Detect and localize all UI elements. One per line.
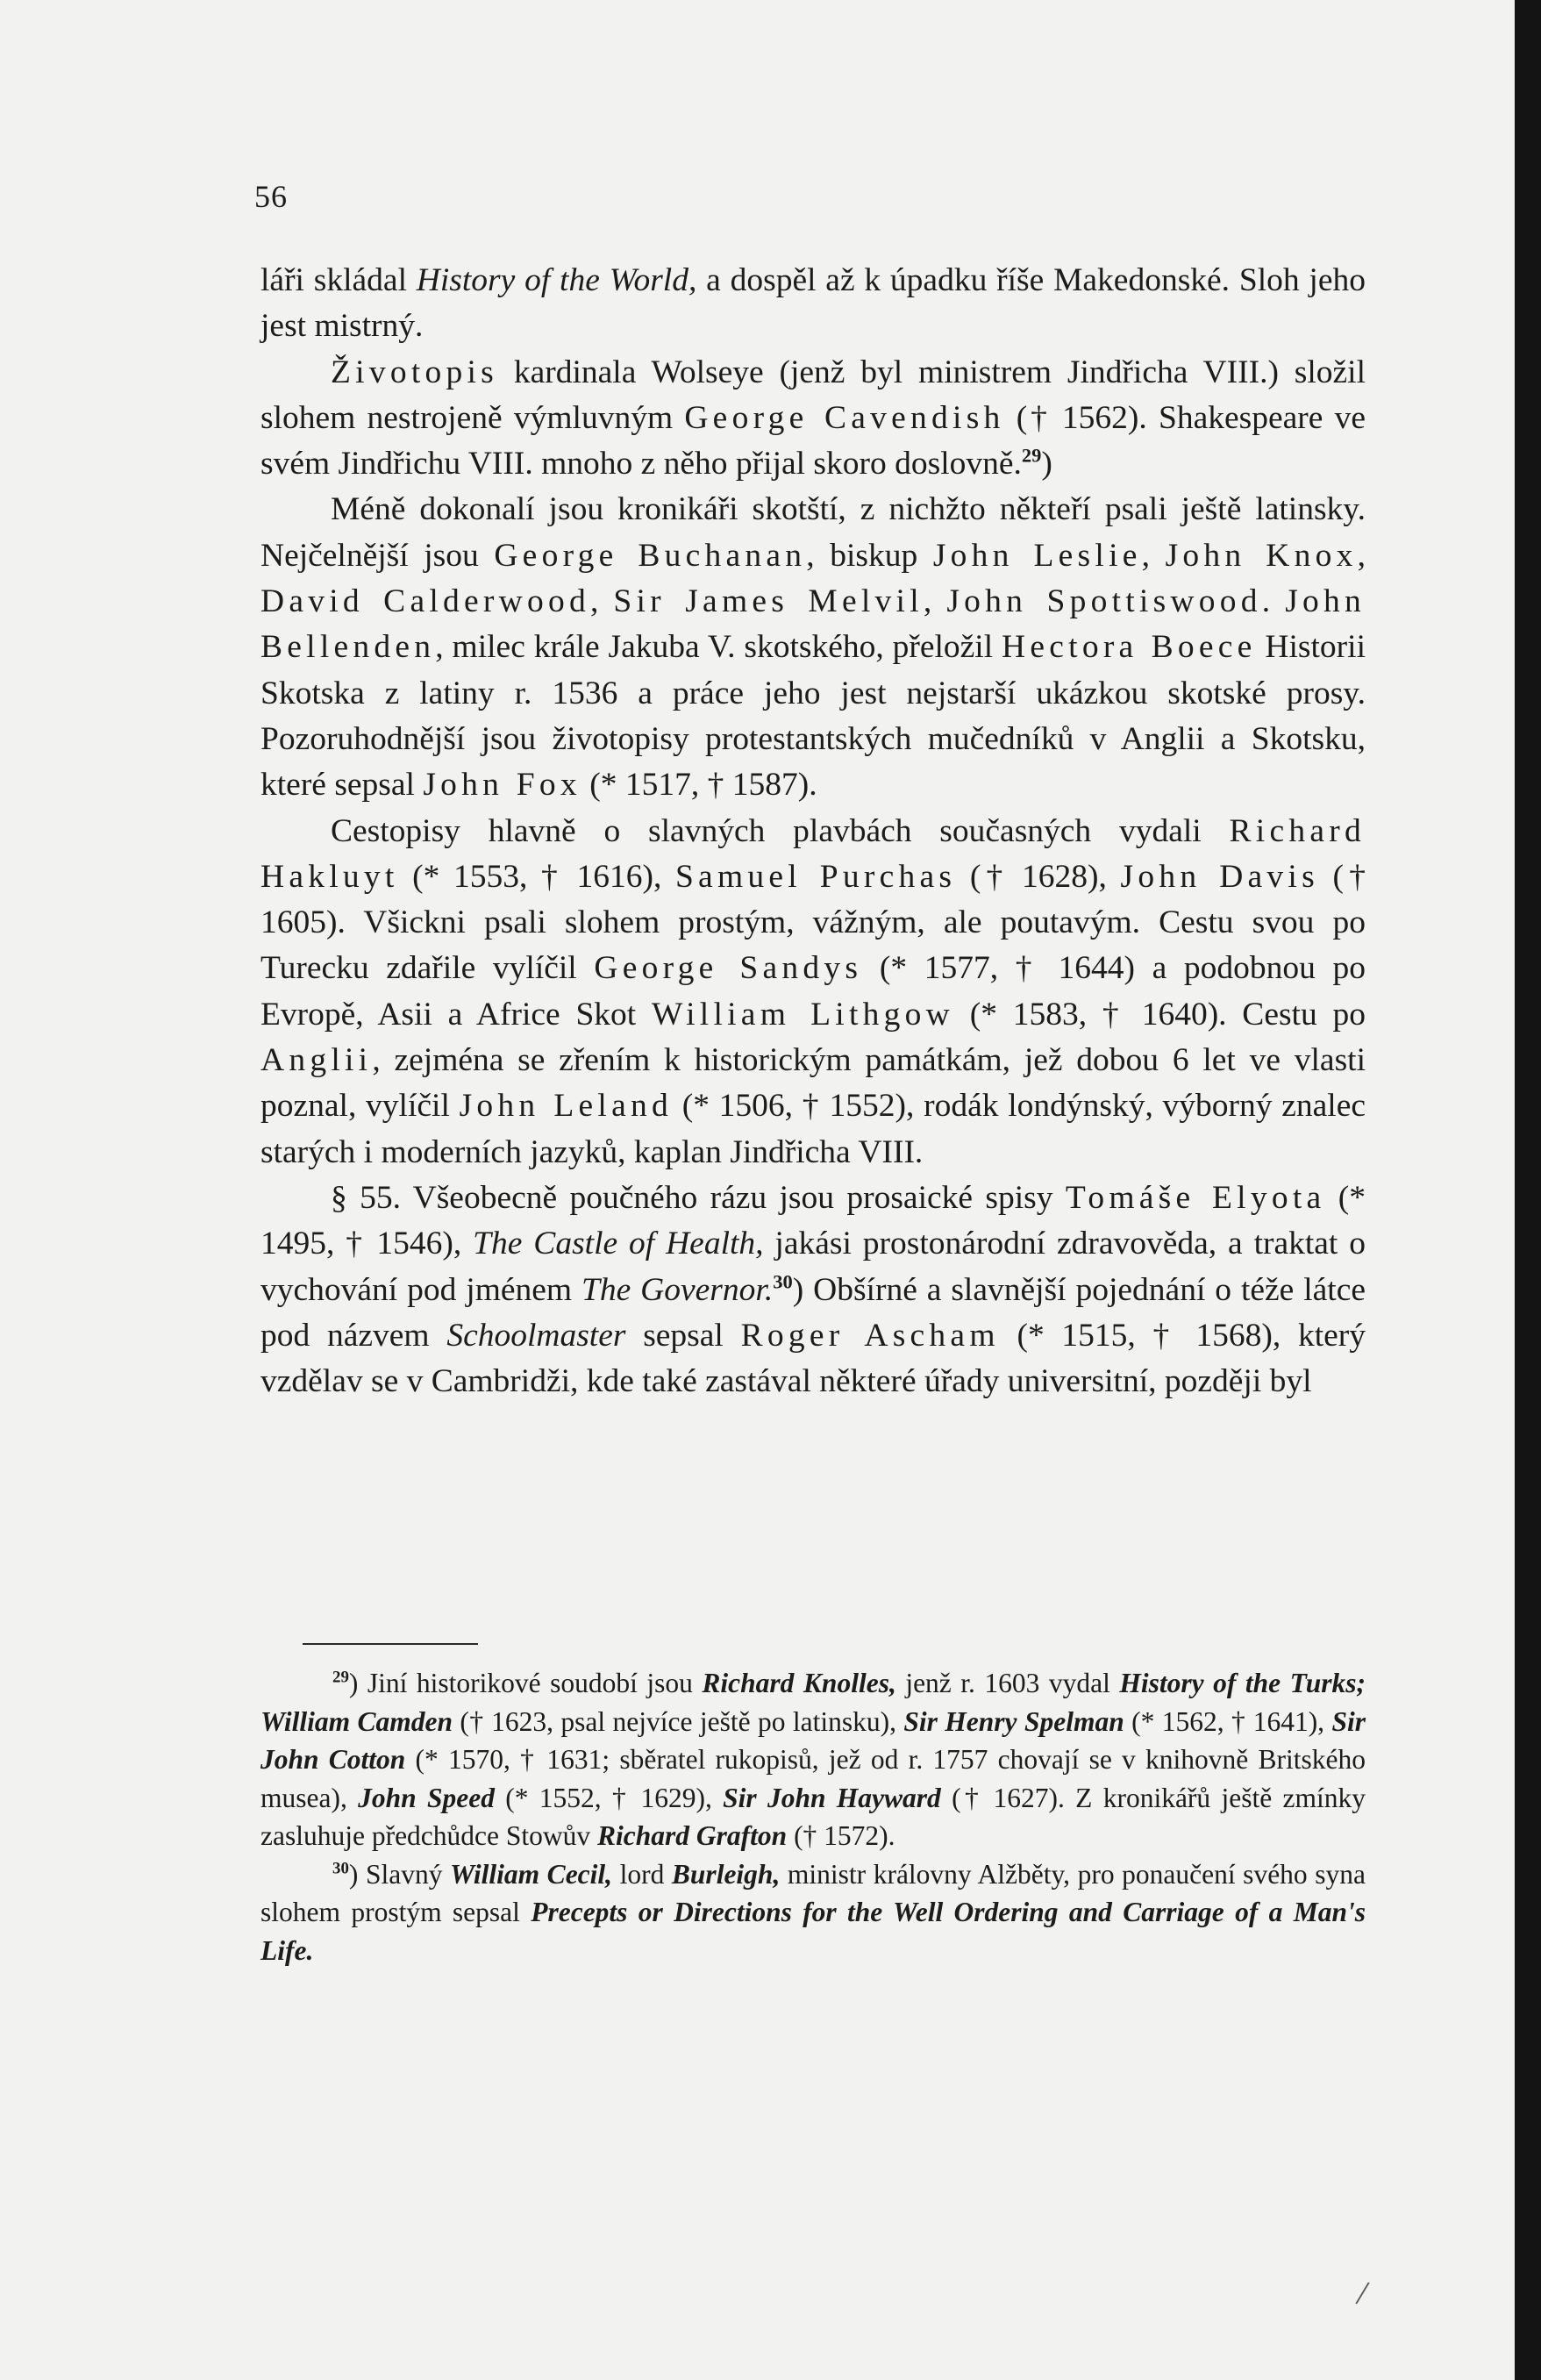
author-name: Sir James Melvil bbox=[613, 583, 924, 620]
text-run: Méně dokonalí jsou kronikáři skotští, z nichžto někteří psali ještě latinsky. Nejčelnější jsou bbox=[260, 491, 1366, 574]
text-run: (* 1553, † 1616), bbox=[398, 858, 675, 895]
author-name: Richard Hakluyt bbox=[260, 812, 1366, 895]
text-run: . bbox=[1261, 583, 1286, 620]
author-name: William Lithgow bbox=[651, 996, 954, 1033]
text-run: ) Slavný bbox=[348, 1858, 451, 1890]
text-run: kardinala Wolseye (jenž byl ministrem Jindřicha VIII.) složil slohem nestrojeně výmluvným bbox=[260, 354, 1366, 436]
author-name: John Bellenden bbox=[260, 583, 1366, 666]
text-run: († 1562). Shakespeare ve svém Jindřichu VIII. mnoho z něho přijal skoro doslovně. bbox=[260, 399, 1366, 482]
footnotes bbox=[260, 1664, 1366, 1969]
text-run: (* 1506, † 1552), rodák londýnský, výborný znalec starých i moderních jazyků, kaplan Jindřicha VIII. bbox=[260, 1088, 1366, 1170]
footnote-number: 29 bbox=[332, 1668, 349, 1687]
main-text bbox=[260, 258, 1366, 1404]
text-run: (* 1562, † 1641), bbox=[1124, 1705, 1332, 1737]
margin-mark: / bbox=[1353, 2272, 1372, 2313]
footnote-ref: 30 bbox=[773, 1270, 793, 1293]
author-name: Sir John Hayward bbox=[723, 1782, 941, 1813]
work-title: Precepts or Directions for the Well Ordering and Carriage of a Man's Life. bbox=[260, 1897, 1366, 1966]
author-name: Hectora Boece bbox=[1002, 629, 1257, 666]
text-run: († 1627). Z kronikářů ještě zmínky zasluhuje předchůdce Stowův bbox=[260, 1782, 1366, 1851]
work-title: History of the World, bbox=[416, 262, 697, 298]
text-run: , bbox=[589, 583, 614, 620]
text-run: jakási prostonárodní zdravověda, a traktat o vychování pod jménem bbox=[260, 1226, 1366, 1308]
text-run: ) Obšírné a slavnější pojednání o téže látce pod názvem bbox=[260, 1271, 1366, 1354]
author-name: John Davis bbox=[1120, 858, 1319, 895]
text-run: (* 1552, † 1629), bbox=[494, 1782, 724, 1813]
author-name: Sir John Cotton bbox=[260, 1705, 1366, 1775]
author-name: Richard Knolles, bbox=[702, 1668, 896, 1698]
work-title: The Castle of Health, bbox=[473, 1226, 764, 1262]
author-name: George Cavendish bbox=[684, 399, 1005, 436]
text-run: († 1628), bbox=[956, 858, 1121, 895]
scan-edge bbox=[1515, 0, 1541, 2380]
text-run: (* 1495, † 1546), bbox=[260, 1179, 1366, 1262]
author-name: John Spottiswood bbox=[946, 583, 1262, 620]
spaced-term: Životopis bbox=[331, 354, 499, 390]
paragraph-5 bbox=[260, 1176, 1366, 1404]
text-run: , biskup bbox=[806, 537, 933, 574]
footnote-30 bbox=[260, 1855, 1366, 1970]
author-name: Samuel Purchas bbox=[674, 858, 957, 895]
author-name: David Calderwood bbox=[260, 583, 590, 620]
author-name: John Fox bbox=[423, 767, 581, 804]
work-title: History of the Turks; bbox=[1119, 1668, 1366, 1698]
author-name: Richard Grafton bbox=[597, 1820, 788, 1851]
text-run: (* 1570, † 1631; sběratel rukopisů, jež od r. 1757 chovají se v knihovně Britského musea), bbox=[260, 1744, 1366, 1813]
paragraph-4 bbox=[260, 809, 1366, 1176]
paragraph-3 bbox=[260, 487, 1366, 808]
text-run: láři skládal bbox=[260, 262, 417, 298]
work-title: The Governor. bbox=[581, 1271, 774, 1308]
author-name: Roger Ascham bbox=[740, 1317, 1000, 1354]
text-run: lord bbox=[612, 1858, 672, 1890]
author-name: Tomáše Elyota bbox=[1065, 1179, 1326, 1216]
place-name: Anglii bbox=[260, 1042, 373, 1079]
author-name: John Leslie bbox=[932, 537, 1142, 574]
text-run: (* 1583, † 1640). Cestu po bbox=[953, 996, 1366, 1033]
text-run: Historii Skotska z latiny r. 1536 a práce jeho jest nejstarší ukázkou skotské prosy. Pozoruhodnější jsou životopisy protestantských mučedníků v Anglii a Skotsku, které sepsal bbox=[260, 629, 1366, 804]
author-name: John Leland bbox=[459, 1088, 673, 1125]
text-run: ) bbox=[1041, 446, 1052, 482]
text-run: , bbox=[1141, 537, 1166, 574]
footnote-number: 30 bbox=[332, 1859, 349, 1877]
text-run: ministr královny Alžběty, pro ponaučení svého syna slohem prostým sepsal bbox=[260, 1858, 1366, 1927]
author-name: Sir Henry Spelman bbox=[903, 1705, 1124, 1737]
work-title: Schoolmaster bbox=[446, 1317, 626, 1354]
text-run: , zejména se zřením k historickým památkám, jež dobou 6 let ve vlasti poznal, vylíčil bbox=[260, 1042, 1366, 1125]
text-run: § 55. Všeobecně poučného rázu jsou prosaické spisy bbox=[331, 1179, 1066, 1216]
text-run: († 1605). Všickni psali slohem prostým, vážným, ale poutavým. Cestu svou po Turecku zdařile vylíčil bbox=[260, 858, 1366, 987]
author-name: William Cecil, bbox=[450, 1858, 613, 1890]
footnote-ref: 29 bbox=[1021, 444, 1042, 467]
text-run: , bbox=[923, 583, 947, 620]
text-run: (* 1515, † 1568), který vzdělav se v Cambridži, kde také zastával některé úřady universitní, později byl bbox=[260, 1317, 1366, 1400]
text-run: († 1572). bbox=[787, 1820, 895, 1851]
paragraph-2 bbox=[260, 350, 1366, 488]
footnote-29 bbox=[260, 1664, 1366, 1855]
text-run: a dospěl až k úpadku říše Makedonské. Sloh jeho jest mistrný. bbox=[260, 262, 1366, 345]
text-run: (* 1517, † 1587). bbox=[581, 767, 817, 804]
author-name: John Speed bbox=[358, 1782, 495, 1813]
text-run: († 1623, psal nejvíce ještě po latinsku), bbox=[453, 1705, 904, 1737]
author-name: George Sandys bbox=[594, 950, 863, 987]
text-run: (* 1577, † 1644) a podobnou po Evropě, Asii a Africe Skot bbox=[260, 950, 1366, 1033]
paragraph-1 bbox=[260, 258, 1366, 350]
page-number: 56 bbox=[254, 179, 288, 214]
text-run: , bbox=[1357, 537, 1366, 574]
author-name: George Buchanan bbox=[494, 537, 807, 574]
author-name: John Knox bbox=[1165, 537, 1358, 574]
text-run: ) Jiní historikové soudobí jsou bbox=[348, 1668, 703, 1698]
author-name: William Camden bbox=[260, 1705, 453, 1737]
text-run: Cestopisy hlavně o slavných plavbách současných vydali bbox=[331, 812, 1230, 849]
text-run: jenž r. 1603 vydal bbox=[895, 1668, 1120, 1698]
text-run: sepsal bbox=[625, 1317, 741, 1354]
text-run: , milec krále Jakuba V. skotského, přeložil bbox=[435, 629, 1002, 666]
footnote-divider bbox=[303, 1643, 478, 1645]
author-name: Burleigh, bbox=[671, 1858, 781, 1890]
